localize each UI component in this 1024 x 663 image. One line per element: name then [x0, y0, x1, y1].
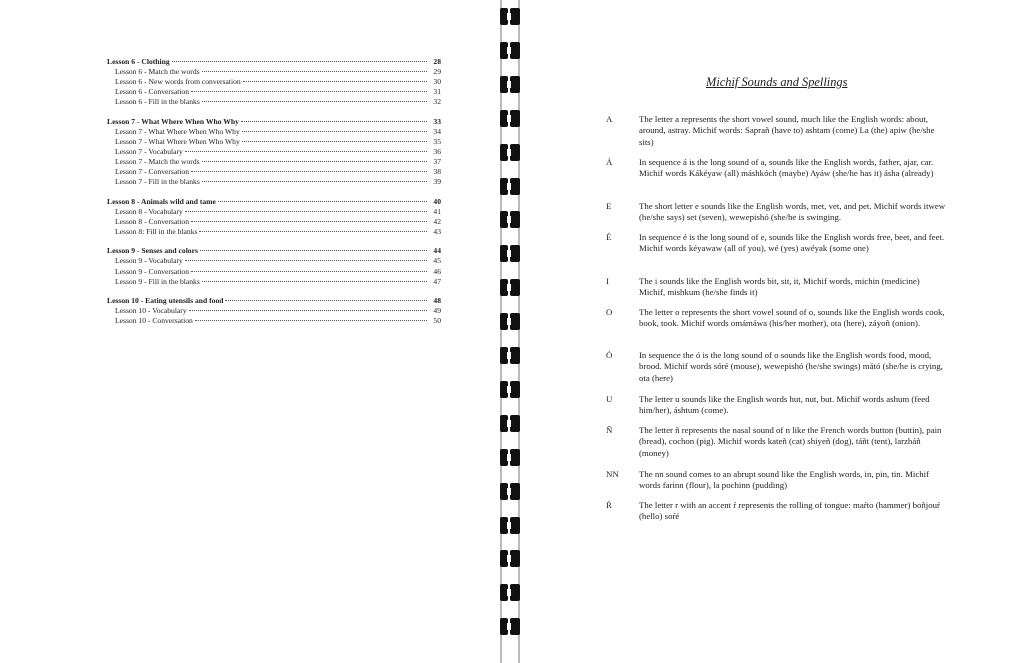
right-page: [532, 0, 1024, 663]
ring-gap: [507, 183, 511, 190]
binding-ring: [500, 483, 520, 500]
binding-ring: [500, 415, 520, 432]
toc-page-number: 48: [433, 296, 441, 306]
toc-entry: [107, 227, 441, 237]
ring-gap: [507, 216, 511, 223]
toc-label: Lesson 9 - Senses and colors: [107, 246, 198, 256]
ring-gap: [507, 250, 511, 257]
sound-description: In sequence é is the long sound of e, sounds like the English words free, beet, and feet. Michif words kéyawaw (all of you), wé (yes) awéyak (some one): [639, 232, 945, 254]
ring-right: [510, 178, 520, 195]
ring-gap: [507, 420, 511, 427]
ring-right: [510, 584, 520, 601]
ring-right: [510, 517, 520, 534]
ring-right: [510, 483, 520, 500]
binding-ring: [500, 381, 520, 398]
ring-right: [510, 381, 520, 398]
binding-ring: [500, 8, 520, 25]
ring-right: [510, 42, 520, 59]
sound-description: The letter o represents the short vowel sound of o, sounds like the English words cook, book, took. Michif words omámáwa (his/her mother), ota (here), záyoñ (onion).: [639, 307, 945, 329]
toc-leader: [185, 260, 427, 261]
toc-label: Lesson 7 - Match the words: [115, 157, 200, 167]
toc-page-number: 31: [433, 87, 441, 97]
toc-page-number: 42: [433, 216, 441, 226]
toc-entry: [107, 306, 441, 316]
toc-group: [107, 117, 441, 188]
sound-letter: Ó: [606, 350, 613, 360]
ring-gap: [507, 318, 511, 325]
toc-leader: [218, 201, 427, 202]
toc-page-number: 32: [433, 97, 441, 107]
toc-label: Lesson 10 - Conversation: [115, 316, 193, 326]
toc-entry: [107, 256, 441, 266]
toc-label: Lesson 7 - Fill in the blanks: [115, 177, 200, 187]
ring-gap: [507, 589, 511, 596]
toc-leader: [202, 101, 427, 102]
toc-page-number: 37: [433, 157, 441, 167]
toc-leader: [172, 61, 427, 62]
ring-gap: [507, 386, 511, 393]
toc-label: Lesson 9 - Fill in the blanks: [115, 276, 200, 286]
ring-right: [510, 279, 520, 296]
toc-leader: [243, 81, 427, 82]
toc-heading: [107, 57, 441, 67]
toc-leader: [202, 281, 427, 282]
toc-label: Lesson 10 - Vocabulary: [115, 306, 187, 316]
ring-gap: [507, 352, 511, 359]
toc-leader: [242, 131, 427, 132]
toc-leader: [202, 161, 427, 162]
toc-page-number: 29: [433, 67, 441, 77]
binding-ring: [500, 42, 520, 59]
toc-heading: [107, 197, 441, 207]
table-of-contents: [107, 57, 441, 336]
binding-ring: [500, 144, 520, 161]
sound-letter: NN: [606, 469, 619, 479]
sound-letter: O: [606, 307, 613, 317]
ring-gap: [507, 149, 511, 156]
toc-page-number: 35: [433, 136, 441, 146]
toc-group: [107, 57, 441, 107]
sound-entry: [606, 469, 946, 492]
binding-ring: [500, 211, 520, 228]
toc-heading: [107, 296, 441, 306]
ring-gap: [507, 454, 511, 461]
toc-page-number: 43: [433, 227, 441, 236]
ring-right: [510, 347, 520, 364]
sound-entry: [606, 350, 946, 384]
toc-leader: [185, 211, 427, 212]
binding-ring: [500, 245, 520, 262]
toc-label: Lesson 7 - Vocabulary: [115, 147, 183, 157]
toc-heading: [107, 246, 441, 256]
sound-entry: [606, 232, 946, 255]
binding-ring: [500, 178, 520, 195]
binding-ring: [500, 313, 520, 330]
ring-right: [510, 415, 520, 432]
binding-ring: [500, 110, 520, 127]
toc-entry: [107, 277, 441, 287]
sound-letter: Á: [606, 157, 613, 167]
binding-ring: [500, 550, 520, 567]
toc-entry: [107, 217, 441, 227]
sound-description: The nn sound comes to an abrupt sound like the English words, in, pin, tin. Michif words farinn (flour), la pochinn (pudding): [639, 469, 930, 491]
toc-page-number: 33: [433, 116, 441, 126]
toc-label: Lesson 7 - What Where When Who Why: [115, 126, 240, 136]
toc-page-number: 44: [433, 246, 441, 256]
toc-entry: [107, 77, 441, 87]
ring-gap: [507, 47, 511, 54]
sound-entry: [606, 276, 946, 299]
spiral-binding: [492, 0, 532, 663]
toc-label: Lesson 6 - Conversation: [115, 87, 190, 97]
toc-page-number: 45: [433, 256, 441, 266]
toc-leader: [191, 91, 427, 92]
toc-label: Lesson 6 - Clothing: [107, 57, 170, 66]
toc-entry: [107, 127, 441, 137]
toc-page-number: 38: [433, 167, 441, 177]
ring-right: [510, 449, 520, 466]
ring-right: [510, 110, 520, 127]
toc-label: Lesson 6 - Match the words: [115, 67, 200, 77]
toc-entry: [107, 167, 441, 177]
sound-entry: [606, 500, 946, 523]
ring-gap: [507, 488, 511, 495]
ring-right: [510, 550, 520, 567]
toc-page-number: 28: [433, 57, 441, 66]
ring-right: [510, 8, 520, 25]
toc-page-number: 50: [433, 316, 441, 326]
sound-letter: A: [606, 114, 613, 124]
toc-leader: [189, 310, 427, 311]
toc-label: Lesson 7 - Conversation: [115, 167, 190, 177]
toc-label: Lesson 8 - Vocabulary: [115, 206, 183, 216]
sound-entry: [606, 201, 946, 224]
toc-leader: [202, 181, 427, 182]
toc-heading: [107, 117, 441, 127]
toc-entry: [107, 177, 441, 187]
toc-entry: [107, 67, 441, 77]
sound-description: The letter r with an accent ŕ represents the rolling of tongue: maŕto (hammer) boñjouŕ (hello) soŕé: [639, 500, 940, 522]
sound-entry: [606, 157, 946, 180]
ring-gap: [507, 81, 511, 88]
ring-gap: [507, 284, 511, 291]
toc-page-number: 49: [433, 306, 441, 316]
binding-ring: [500, 76, 520, 93]
binding-ring: [500, 347, 520, 364]
toc-entry: [107, 157, 441, 167]
ring-gap: [507, 115, 511, 122]
sound-letter: Ñ: [606, 425, 613, 435]
ring-right: [510, 618, 520, 635]
sound-letter: Ŕ: [606, 500, 612, 510]
sound-entry: [606, 394, 946, 417]
page-title: Michif Sounds and Spellings: [706, 75, 848, 89]
toc-entry: [107, 147, 441, 157]
ring-right: [510, 76, 520, 93]
sound-entry: [606, 114, 946, 148]
toc-label: Lesson 6 - Fill in the blanks: [115, 97, 200, 107]
toc-label: Lesson 10 - Eating utensils and food: [107, 296, 224, 306]
toc-leader: [195, 320, 427, 321]
toc-label: Lesson 8: Fill in the blanks: [115, 227, 198, 236]
ring-gap: [507, 522, 511, 529]
toc-page-number: 36: [433, 147, 441, 157]
sound-description: The letter u sounds like the English words hut, nut, but. Michif words ashum (feed him/her), áshtum (come).: [639, 394, 930, 416]
toc-entry: [107, 97, 441, 107]
toc-leader: [191, 271, 427, 272]
toc-label: Lesson 8 - Conversation: [115, 216, 190, 226]
left-page: [0, 0, 492, 663]
toc-label: Lesson 8 - Animals wild and tame: [107, 196, 216, 206]
ring-gap: [507, 555, 511, 562]
toc-leader: [241, 121, 427, 122]
toc-page-number: 41: [433, 206, 441, 216]
toc-page-number: 30: [433, 77, 441, 87]
toc-leader: [242, 141, 427, 142]
toc-leader: [225, 300, 427, 301]
toc-leader: [185, 151, 427, 152]
ring-right: [510, 211, 520, 228]
toc-entry: [107, 267, 441, 277]
toc-label: Lesson 9 - Conversation: [115, 266, 190, 276]
toc-group: [107, 296, 441, 326]
toc-page-number: 46: [433, 266, 441, 276]
toc-group: [107, 197, 441, 237]
ring-right: [510, 245, 520, 262]
binding-ring: [500, 449, 520, 466]
ring-right: [510, 313, 520, 330]
toc-entry: [107, 137, 441, 147]
sound-description: In sequence the ó is the long sound of o sounds like the English words food, mood, brood. Michif words sóré (mouse), wewepishó (he/she swings) mátó (she/he is crying, ota (here): [639, 350, 943, 383]
ring-right: [510, 144, 520, 161]
toc-leader: [191, 171, 427, 172]
toc-label: Lesson 7 - What Where When Who Why: [115, 136, 240, 146]
toc-page-number: 34: [433, 126, 441, 136]
toc-leader: [202, 71, 427, 72]
sound-description: In sequence á is the long sound of a, sounds like the English words, father, ajar, car. Michif words Kákéyaw (all) máshkóch (maybe) Ayáw (she/he has it) ásha (already): [639, 157, 934, 179]
sound-description: The short letter e sounds like the English words, met, vet, and pet. Michif words itwew (he/she says) set (seven), wewepishó (she/he is swinging.: [639, 201, 946, 223]
sound-entry: [606, 307, 946, 330]
toc-page-number: 47: [433, 276, 441, 286]
ring-gap: [507, 623, 511, 630]
sound-description: The i sounds like the English words bit, sit, it, Michif words, michin (medicine) Michif, mishkum (he/she finds it): [639, 276, 920, 298]
sound-letter: É: [606, 232, 612, 242]
sound-description: The letter a represents the short vowel sound, much like the English words: about, around, astray. Michif words: Saprañ (have to) ashtam (come) La (the) apiw (he/she sits): [639, 114, 935, 147]
binding-ring: [500, 279, 520, 296]
toc-entry: [107, 87, 441, 97]
toc-leader: [199, 231, 427, 232]
sound-letter: E: [606, 201, 612, 211]
toc-leader: [191, 221, 427, 222]
toc-group: [107, 246, 441, 286]
sound-letter: I: [606, 276, 609, 286]
toc-page-number: 40: [433, 196, 441, 206]
binding-ring: [500, 584, 520, 601]
sound-letter: U: [606, 394, 613, 404]
toc-page-number: 39: [433, 177, 441, 187]
sound-description: The letter ñ represents the nasal sound of n like the French words button (buttin), pain (bread), cochon (pig). Michif words kateñ (cat) shiyeñ (dog), táñt (tent), larzháñ (money): [639, 425, 942, 458]
toc-label: Lesson 9 - Vocabulary: [115, 256, 183, 266]
toc-label: Lesson 7 - What Where When Who Why: [107, 116, 239, 126]
binding-ring: [500, 618, 520, 635]
ring-gap: [507, 13, 511, 20]
toc-entry: [107, 316, 441, 326]
binding-ring: [500, 517, 520, 534]
toc-label: Lesson 6 - New words from conversation: [115, 77, 241, 87]
toc-leader: [200, 250, 427, 251]
sound-entry: [606, 425, 946, 459]
toc-entry: [107, 207, 441, 217]
